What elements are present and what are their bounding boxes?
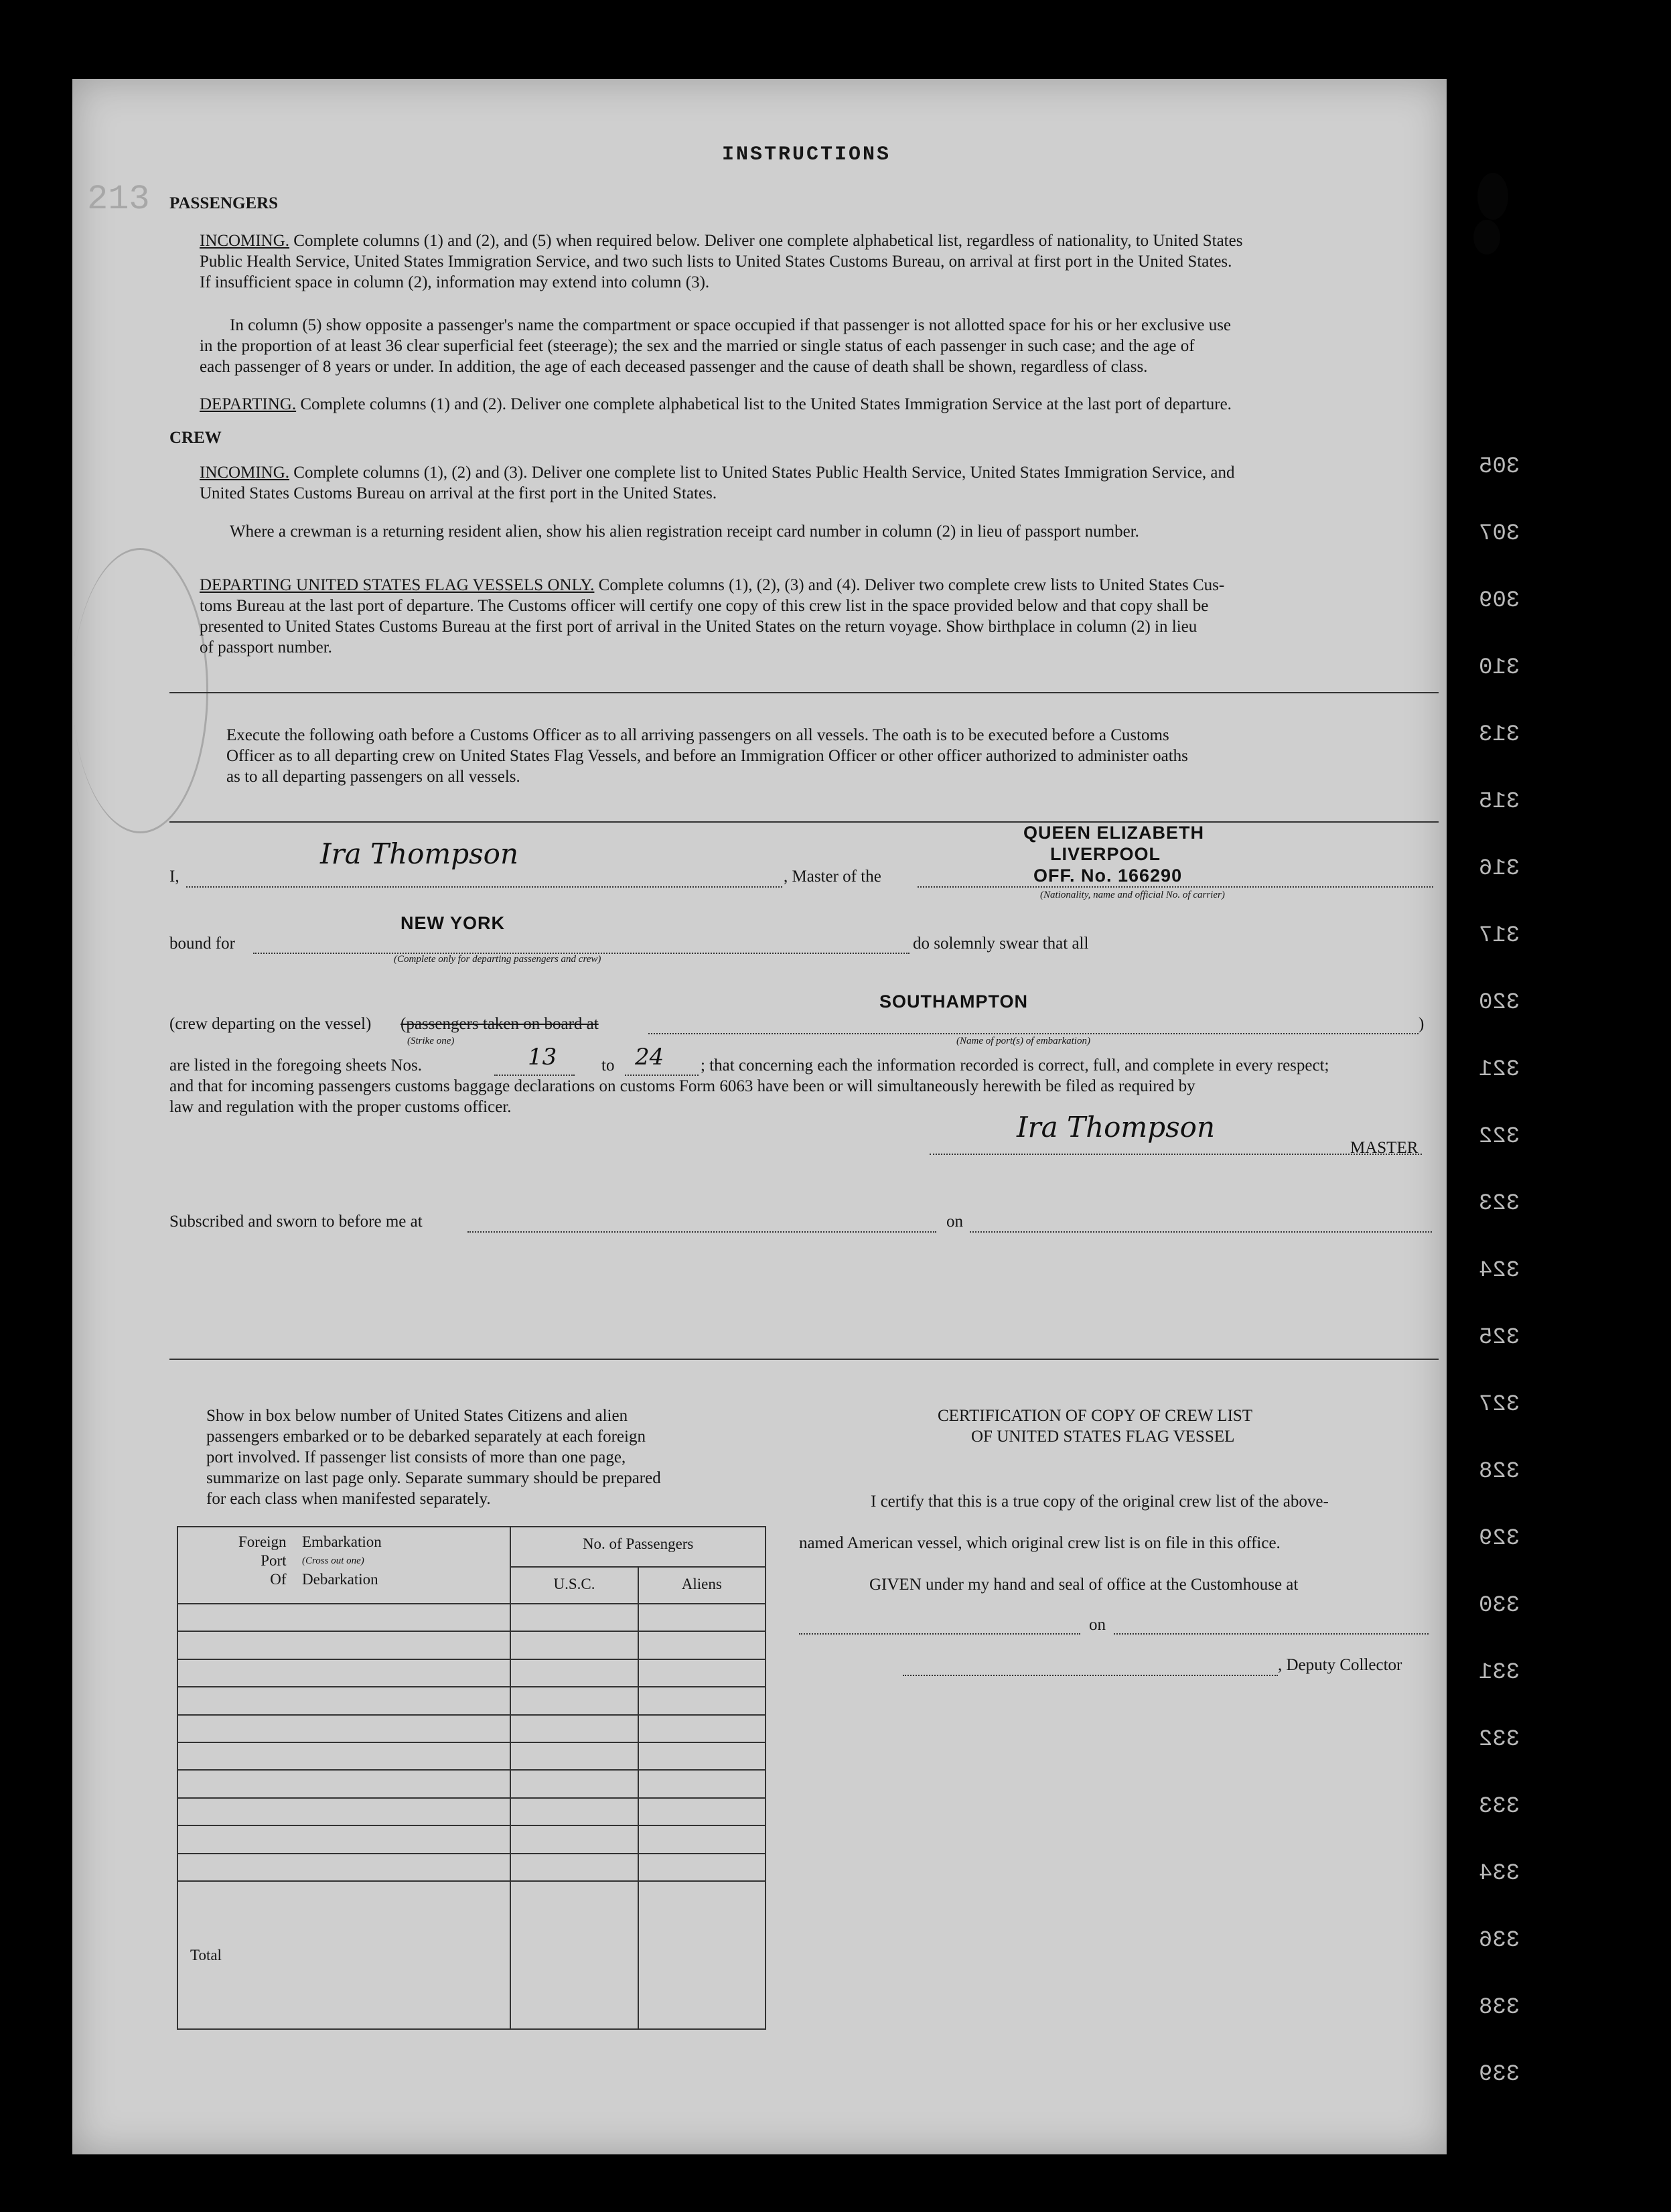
total-row xyxy=(177,1881,766,2029)
debarkation-label: Debarkation xyxy=(302,1571,378,1588)
crew-departing-choice: (crew departing on the vessel) xyxy=(169,1015,372,1033)
subscribed-on-label: on xyxy=(946,1213,963,1231)
oath-divider xyxy=(169,821,1439,823)
margin-row-number: 322 xyxy=(1479,1124,1520,1150)
passengers-incoming-paragraph xyxy=(200,230,1439,251)
column-5-line-3: each passenger of 8 years or under. In addition, the age of each deceased passenger and the cause of death shall be shown, regardless of class. xyxy=(200,358,1148,376)
page-title: INSTRUCTIONS xyxy=(722,143,891,166)
master-name-line xyxy=(186,886,782,888)
embarkation-port: SOUTHAMPTON xyxy=(879,991,1029,1012)
margin-row-number: 316 xyxy=(1479,856,1520,882)
bound-for-caption: (Complete only for departing passengers and crew) xyxy=(394,954,601,965)
lower-divider xyxy=(169,1359,1439,1360)
form-page xyxy=(72,79,1520,2154)
vessel-name: QUEEN ELIZABETH xyxy=(1023,823,1205,843)
crew-incoming-text: Complete columns (1), (2) and (3). Deliver one complete list to United States Public Health Service, United States Immigration Service, and xyxy=(293,464,1235,482)
bound-for-label: bound for xyxy=(169,935,235,953)
swear-text: do solemnly swear that all xyxy=(913,935,1089,953)
vessel-caption: (Nationality, name and official No. of carrier) xyxy=(1040,890,1225,900)
subscribed-place-line xyxy=(467,1231,936,1233)
bound-for-value: NEW YORK xyxy=(401,913,506,933)
margin-row-number: 310 xyxy=(1479,655,1520,681)
strike-caption: (Strike one) xyxy=(407,1036,455,1046)
oath-instructions-line-3: as to all departing passengers on all vessels. xyxy=(226,768,520,786)
summary-instructions-5: for each class when manifested separately. xyxy=(206,1490,491,1508)
deputy-collector-label: , Deputy Collector xyxy=(1278,1656,1402,1674)
vessel-line xyxy=(918,886,1433,888)
margin-row-number: 333 xyxy=(1479,1794,1520,1819)
margin-row-number: 324 xyxy=(1479,1258,1520,1284)
vessel-official-number: OFF. No. 166290 xyxy=(1033,866,1183,886)
certify-text: ; that concerning each the information recorded is correct, full, and complete in every respect; xyxy=(701,1056,1329,1075)
ink-blot xyxy=(1477,173,1508,220)
port-header-cell xyxy=(177,1527,510,1604)
section-divider xyxy=(169,692,1439,693)
oath-instructions-line-1: Execute the following oath before a Customs Officer as to all arriving passengers on all vessels. The oath is to be executed before a Customs xyxy=(226,726,1169,744)
aliens-header: Aliens xyxy=(638,1567,766,1604)
foreign-label: Foreign xyxy=(238,1533,287,1550)
sheet-to-label: to xyxy=(601,1056,615,1075)
margin-row-number: 329 xyxy=(1479,1526,1520,1551)
margin-row-number: 339 xyxy=(1479,2062,1520,2087)
table-row xyxy=(177,1825,766,1853)
usc-header: U.S.C. xyxy=(510,1567,638,1604)
embarkation-caption: (Name of port(s) of embarkation) xyxy=(956,1036,1090,1046)
master-of-the-label: , Master of the xyxy=(784,868,881,886)
column-5-line-2: in the proportion of at least 36 clear superficial feet (steerage); the sex and the married or single status of each passenger in such case; and the age of xyxy=(200,337,1195,355)
margin-row-number: 321 xyxy=(1479,1057,1520,1083)
passengers-incoming-line-3: If insufficient space in column (2), information may extend into column (3). xyxy=(200,273,710,291)
master-sign-line xyxy=(930,1154,1422,1155)
table-row xyxy=(177,1770,766,1797)
margin-row-number: 327 xyxy=(1479,1392,1520,1418)
passengers-departing-text: Complete columns (1) and (2). Deliver one complete alphabetical list to the United States Immigration Service at the last port of departure. xyxy=(300,395,1232,413)
listed-sheets-text: are listed in the foregoing sheets Nos. xyxy=(169,1056,422,1075)
port-label: Port xyxy=(261,1552,287,1569)
certification-text-3: GIVEN under my hand and seal of office at the Customhouse at xyxy=(869,1576,1299,1594)
passengers-incoming-label: INCOMING. xyxy=(200,232,290,250)
margin-row-number: 331 xyxy=(1479,1660,1520,1685)
table-row xyxy=(177,1659,766,1687)
embarkation-close-paren: ) xyxy=(1419,1015,1425,1033)
crew-departing-line-3: presented to United States Customs Bureau at the first port of arrival in the United States on the return voyage. Show birthplace in column (2) in lieu xyxy=(200,618,1197,636)
certification-date-line xyxy=(1114,1633,1429,1635)
margin-row-number: 336 xyxy=(1479,1928,1520,1953)
master-signature-2: Ira Thompson xyxy=(1017,1111,1216,1144)
crew-incoming-paragraph xyxy=(200,462,1235,483)
faint-seal-stamp xyxy=(72,548,208,833)
margin-row-number: 317 xyxy=(1479,923,1520,949)
table-row xyxy=(177,1854,766,1881)
crew-heading: CREW xyxy=(169,429,222,447)
table-row xyxy=(177,1687,766,1714)
embarkation-line xyxy=(648,1033,1419,1034)
customs-text-line-2: law and regulation with the proper customs officer. xyxy=(169,1098,512,1116)
passenger-summary-table xyxy=(177,1526,766,2030)
table-row xyxy=(177,1631,766,1659)
margin-row-number: 325 xyxy=(1479,1325,1520,1351)
margin-row-number: 323 xyxy=(1479,1191,1520,1217)
subscribed-text: Subscribed and sworn to before me at xyxy=(169,1213,423,1231)
customs-text-line-1: and that for incoming passengers customs baggage declarations on customs Form 6063 have been or will simultaneously herewith be filed as required by xyxy=(169,1077,1195,1095)
crew-departing-label: DEPARTING UNITED STATES FLAG VESSELS ONLY. xyxy=(200,576,595,594)
passengers-incoming-text: Complete columns (1) and (2), and (5) when required below. Deliver one complete alphabetical list, regardless of nationality, to United States xyxy=(293,232,1243,250)
ink-blot xyxy=(1473,220,1500,255)
margin-row-number: 328 xyxy=(1479,1459,1520,1484)
margin-row-number: 307 xyxy=(1479,521,1520,547)
cross-out-caption: (Cross out one) xyxy=(302,1556,364,1566)
margin-row-number: 309 xyxy=(1479,588,1520,614)
summary-instructions-3: port involved. If passenger list consists of more than one page, xyxy=(206,1448,626,1466)
i-label: I, xyxy=(169,868,179,886)
passengers-departing-label: DEPARTING. xyxy=(200,395,297,413)
certification-on-label: on xyxy=(1089,1616,1106,1634)
total-label: Total xyxy=(177,1881,510,2029)
certification-title-1: CERTIFICATION OF COPY OF CREW LIST xyxy=(938,1407,1253,1425)
subscribed-date-line xyxy=(970,1231,1432,1233)
table-row xyxy=(177,1715,766,1742)
deputy-signature-line xyxy=(903,1675,1278,1676)
passengers-choice-struck: (passengers taken on board at xyxy=(401,1015,599,1033)
table-row xyxy=(177,1742,766,1770)
table-row xyxy=(177,1604,766,1631)
summary-instructions-4: summarize on last page only. Separate summary should be prepared xyxy=(206,1469,661,1487)
sheet-to-number: 24 xyxy=(635,1044,664,1070)
of-label: Of xyxy=(270,1571,287,1588)
no-of-passengers-header: No. of Passengers xyxy=(510,1527,766,1567)
crew-resident-alien-text: Where a crewman is a returning resident alien, show his alien registration receipt card number in column (2) in lieu of passport number. xyxy=(230,523,1139,541)
summary-instructions-1: Show in box below number of United States Citizens and alien xyxy=(206,1407,628,1425)
summary-instructions-2: passengers embarked or to be debarked separately at each foreign xyxy=(206,1428,646,1446)
column-5-line-1: In column (5) show opposite a passenger's name the compartment or space occupied if that passenger is not allotted space for his or her exclusive use xyxy=(230,316,1232,334)
bleed-through-number: 213 xyxy=(87,180,150,219)
crew-departing-paragraph xyxy=(200,575,1224,596)
passengers-incoming-line-2: Public Health Service, United States Immigration Service, and two such lists to United States Customs Bureau, on arrival at first port in the United States. xyxy=(200,253,1232,271)
margin-row-number: 338 xyxy=(1479,1995,1520,2020)
embarkation-label: Embarkation xyxy=(302,1533,382,1550)
certification-text-2: named American vessel, which original crew list is on file in this office. xyxy=(799,1534,1281,1552)
margin-row-number: 305 xyxy=(1479,454,1520,480)
certification-title-2: OF UNITED STATES FLAG VESSEL xyxy=(971,1428,1235,1446)
margin-row-number: 334 xyxy=(1479,1861,1520,1886)
oath-instructions-line-2: Officer as to all departing crew on United States Flag Vessels, and before an Immigration Officer or other officer authorized to administer oaths xyxy=(226,747,1188,765)
margin-row-number: 313 xyxy=(1479,722,1520,748)
crew-incoming-label: INCOMING. xyxy=(200,464,290,482)
margin-row-number: 330 xyxy=(1479,1593,1520,1618)
table-row xyxy=(177,1798,766,1825)
certification-text-1: I certify that this is a true copy of the original crew list of the above- xyxy=(871,1493,1329,1511)
margin-row-number: 315 xyxy=(1479,789,1520,815)
master-signature: Ira Thompson xyxy=(320,837,519,870)
crew-departing-line-4: of passport number. xyxy=(200,638,332,656)
passengers-heading: PASSENGERS xyxy=(169,194,279,212)
crew-incoming-line-2: United States Customs Bureau on arrival at the first port in the United States. xyxy=(200,484,717,502)
crew-departing-line-2: toms Bureau at the last port of departure. The Customs officer will certify one copy of this crew list in the space provided below and that copy shall be xyxy=(200,597,1209,615)
margin-row-number: 320 xyxy=(1479,990,1520,1016)
sheet-from-number: 13 xyxy=(528,1044,557,1070)
crew-departing-text: Complete columns (1), (2), (3) and (4). Deliver two complete crew lists to United States Cus- xyxy=(598,576,1225,594)
margin-row-number: 332 xyxy=(1479,1727,1520,1752)
certification-place-line xyxy=(799,1633,1080,1635)
vessel-port: LIVERPOOL xyxy=(1050,844,1161,864)
master-label: MASTER xyxy=(1350,1139,1419,1157)
passengers-departing-paragraph xyxy=(200,394,1232,415)
